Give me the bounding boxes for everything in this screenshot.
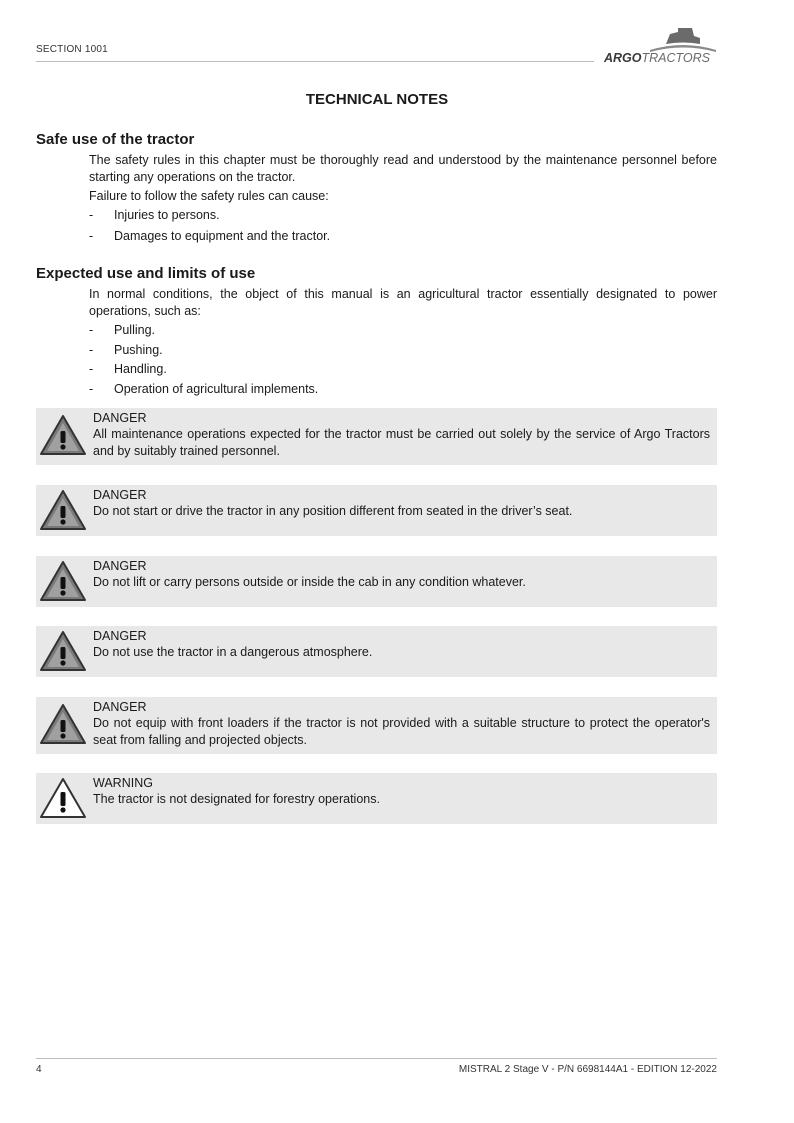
expected-use-intro: In normal conditions, the object of this manual is an agricultural tractor essentially designated to power operations, such as:	[89, 287, 717, 318]
list-item: - Operation of agricultural implements.	[89, 382, 319, 396]
warning-triangle-icon	[39, 703, 87, 745]
warning-triangle-icon	[39, 489, 87, 531]
note-text: The tractor is not designated for forestry operations.	[93, 792, 380, 806]
section-heading-safe-use: Safe use of the tractor	[36, 131, 195, 148]
section-label: SECTION 1001	[36, 44, 108, 55]
list-item: - Pushing.	[89, 343, 163, 357]
note-text: Do not use the tractor in a dangerous atmosphere.	[93, 645, 373, 659]
danger-note	[36, 485, 717, 536]
warning-triangle-icon	[39, 777, 87, 819]
danger-note	[36, 408, 717, 465]
note-label: DANGER	[93, 411, 147, 425]
danger-note	[36, 697, 717, 754]
danger-note	[36, 626, 717, 677]
note-label: DANGER	[93, 488, 147, 502]
list-item: - Handling.	[89, 362, 167, 376]
warning-triangle-icon	[39, 560, 87, 602]
document-reference: MISTRAL 2 Stage V - P/N 6698144A1 - EDITION 12-2022	[458, 1064, 717, 1075]
list-item: - Injuries to persons.	[89, 208, 220, 222]
note-text: Do not equip with front loaders if the tractor is not provided with a suitable structure to protect the operator's seat from falling and projected objects.	[93, 716, 710, 747]
tractor-logo-icon	[648, 26, 718, 52]
footer-divider	[36, 1058, 717, 1059]
note-label: WARNING	[93, 776, 153, 790]
safe-use-intro: The safety rules in this chapter must be thoroughly read and understood by the maintenance personnel before starting any operations on the tractor.	[89, 153, 717, 184]
note-label: DANGER	[93, 559, 147, 573]
note-label: DANGER	[93, 629, 147, 643]
list-item: - Pulling.	[89, 323, 155, 337]
safe-use-lead: Failure to follow the safety rules can cause:	[89, 189, 329, 203]
section-heading-expected-use: Expected use and limits of use	[36, 265, 256, 282]
danger-note	[36, 556, 717, 607]
logo-wordmark: ARGOTRACTORS	[604, 51, 711, 65]
page-number: 4	[36, 1064, 42, 1075]
list-item: - Damages to equipment and the tractor.	[89, 229, 331, 243]
note-text: Do not lift or carry persons outside or inside the cab in any condition whatever.	[93, 575, 526, 589]
note-label: DANGER	[93, 700, 147, 714]
note-text: All maintenance operations expected for the tractor must be carried out solely by the service of Argo Tractors and by suitably trained personnel.	[93, 427, 710, 458]
warning-note	[36, 773, 717, 824]
brand-logo	[600, 24, 720, 68]
page-title: TECHNICAL NOTES	[305, 91, 449, 108]
warning-triangle-icon	[39, 630, 87, 672]
note-text: Do not start or drive the tractor in any position different from seated in the driver’s seat.	[93, 504, 573, 518]
warning-triangle-icon	[39, 414, 87, 456]
header-divider	[36, 61, 594, 62]
